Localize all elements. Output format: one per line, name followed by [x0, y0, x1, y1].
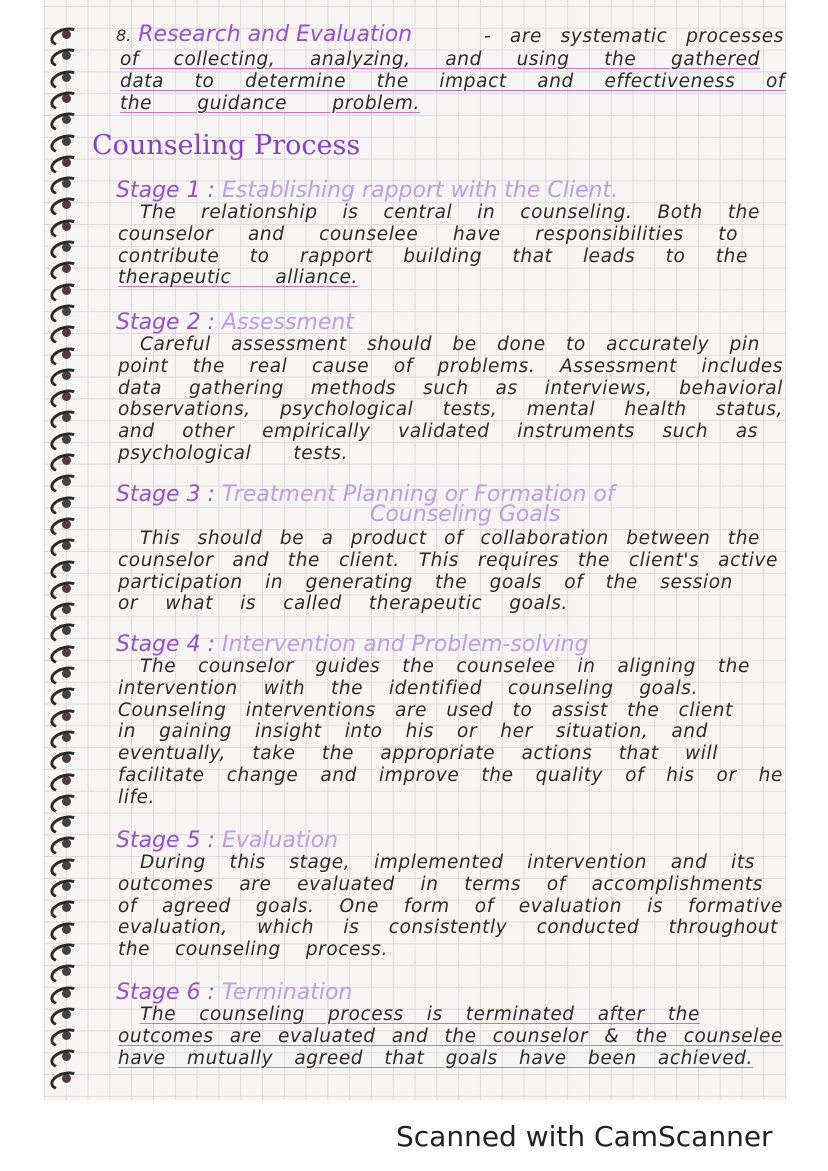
text-line: have mutually agreed that goals have been achieved.: [118, 1047, 753, 1069]
text-line: evaluation, which is consistently conducted throughout: [118, 917, 778, 939]
text-line: contribute to rapport building that leads to the: [118, 245, 748, 267]
text-line: This should be a product of collaboration between the: [140, 528, 760, 549]
text-line: During this stage, implemented intervention and its: [140, 852, 755, 873]
stage-4-heading: [116, 632, 588, 658]
stage-title: Termination: [221, 980, 353, 1005]
stage-6-heading: [116, 980, 352, 1006]
stage-subtitle-line: [370, 502, 560, 528]
text-line: observations, psychological tests, mental health status,: [118, 399, 783, 421]
text-line: The relationship is central in counseling. Both the: [140, 202, 760, 223]
stage-title: Establishing rapport with the Client.: [221, 178, 619, 203]
text-line: The counselor guides the counselee in aligning the: [140, 656, 750, 677]
text-line: counselor and counselee have responsibilities to: [118, 223, 738, 245]
text-line: outcomes are evaluated in terms of accomplishments: [118, 873, 763, 895]
text-line: Counseling interventions are used to assist the client: [118, 699, 733, 721]
stage-label: Stage 6 :: [116, 980, 215, 1005]
stage-label: Stage 1 :: [116, 178, 215, 203]
stage-label: Stage 5 :: [116, 828, 215, 853]
text-line: facilitate change and improve the quality of his or he: [118, 765, 783, 786]
text-line: counselor and the client. This requires the client's active: [118, 549, 778, 571]
stage-subtitle: Counseling Goals: [370, 502, 561, 527]
stage-title: Treatment Planning or Formation of: [221, 482, 615, 507]
text-line: point the real cause of problems. Assessment includes: [118, 355, 783, 377]
text-line: The counseling process is terminated after the: [140, 1004, 700, 1025]
text-line: Careful assessment should be done to accurately pin: [140, 334, 760, 355]
item-number: 8.: [116, 26, 132, 45]
text-line: of agreed goals. One form of evaluation is formative: [118, 895, 783, 917]
text-line: data to determine the impact and effectiveness of: [120, 71, 785, 92]
text-line: participation in generating the goals of the session: [118, 571, 733, 593]
stage-label: Stage 4 :: [116, 632, 215, 657]
page-heading: Counseling Process: [92, 130, 361, 161]
text-line: the guidance problem.: [120, 93, 420, 114]
text-line: eventually, take the appropriate actions that will: [118, 743, 718, 765]
text-line: life.: [118, 786, 156, 808]
stage-label: Stage 3 :: [116, 482, 215, 507]
stage-title: Assessment: [221, 310, 354, 335]
text-line: of collecting, analyzing, and using the gathered: [120, 49, 760, 70]
camscanner-watermark: Scanned with CamScanner: [396, 1120, 773, 1153]
stage-1-heading: [116, 178, 618, 204]
stage-2-heading: [116, 310, 354, 336]
item-term: Research and Evaluation: [138, 22, 413, 47]
stage-label: Stage 2 :: [116, 310, 215, 335]
text-line: or what is called therapeutic goals.: [118, 593, 568, 615]
text-line: therapeutic alliance.: [118, 267, 358, 289]
item-8-heading: [116, 22, 412, 49]
text-line: outcomes are evaluated and the counselor & the counselee: [118, 1025, 783, 1047]
stage-title: Evaluation: [221, 828, 339, 853]
stage-title: Intervention and Problem-solving: [221, 632, 589, 657]
stage-5-heading: [116, 828, 338, 854]
text-line: - are systematic processes: [484, 26, 784, 47]
text-line: and other empirically validated instruments such as: [118, 421, 758, 443]
text-line: intervention with the identified counseling goals.: [118, 677, 698, 699]
text-line: the counseling process.: [118, 939, 388, 961]
text-line: data gathering methods such as interviews, behavioral: [118, 377, 783, 399]
text-line: in gaining insight into his or her situation, and: [118, 721, 708, 743]
text-line: psychological tests.: [118, 443, 348, 464]
